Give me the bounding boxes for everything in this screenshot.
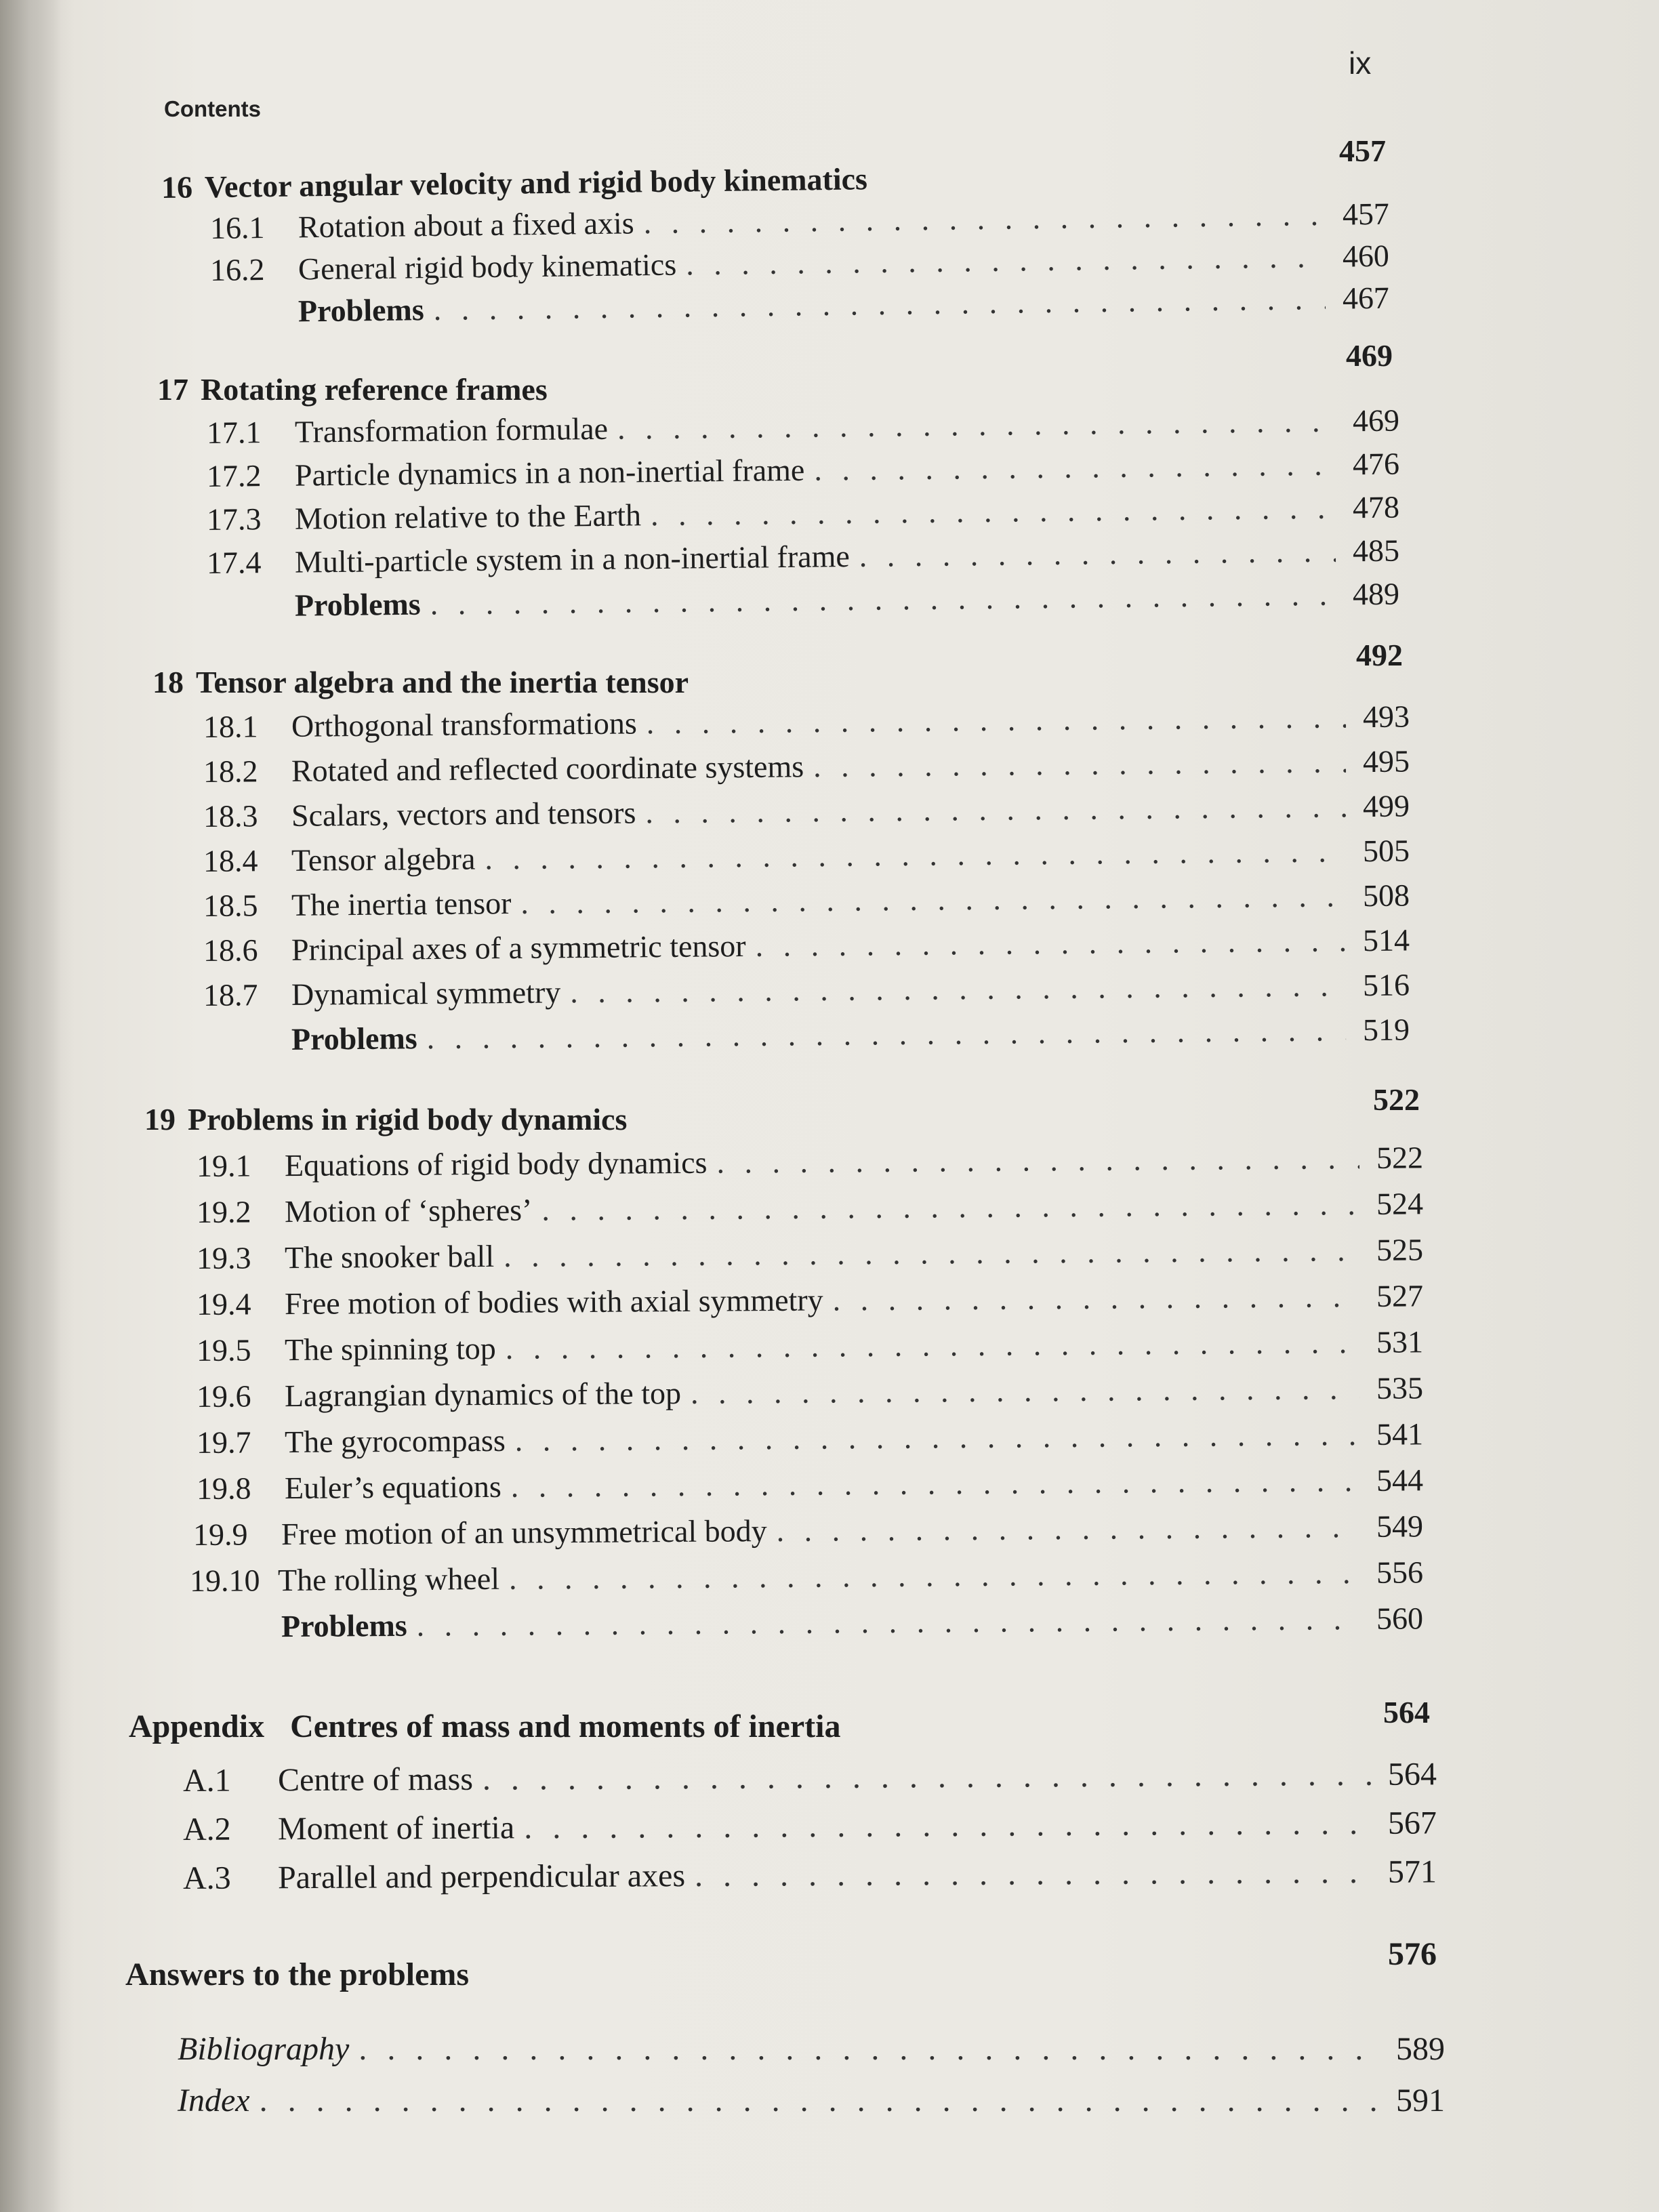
dot-leader	[691, 1370, 1359, 1411]
dot-leader	[755, 922, 1346, 964]
section-title: The gyrocompass	[284, 1422, 506, 1460]
section-number: 18.1	[203, 709, 258, 744]
section-title: Dynamical symmetry	[291, 975, 561, 1012]
section-page: 544	[1376, 1462, 1424, 1498]
section-title: Problems	[291, 1021, 417, 1057]
section-number: 18.4	[203, 843, 258, 878]
section-page: 524	[1376, 1186, 1424, 1221]
toc-entry[interactable]	[197, 1416, 1423, 1460]
section-title: The rolling wheel	[277, 1561, 500, 1598]
section-title: Lagrangian dynamics of the top	[284, 1376, 682, 1414]
section-page: 522	[1376, 1140, 1424, 1175]
dot-leader	[520, 878, 1346, 921]
running-header: Contents	[164, 96, 261, 121]
dot-leader	[416, 1601, 1359, 1643]
toc-entry[interactable]	[193, 1600, 1423, 1645]
section-page: 556	[1376, 1555, 1424, 1590]
section-page: 571	[1387, 1853, 1437, 1890]
section-number: 17.2	[206, 458, 262, 493]
dot-leader	[776, 1509, 1359, 1549]
section-number: A.1	[182, 1762, 231, 1799]
appendix-page: 564	[1383, 1695, 1430, 1729]
dot-leader	[515, 1416, 1360, 1458]
toc-entry[interactable]	[203, 966, 1410, 1013]
section-title: Free motion of bodies with axial symmetry	[284, 1282, 823, 1322]
dot-leader	[511, 1462, 1360, 1504]
page-number: ix	[1349, 45, 1372, 81]
appendix-label: Appendix	[129, 1708, 265, 1744]
dot-leader	[813, 743, 1346, 784]
section-title: Moment of inertia	[277, 1809, 515, 1847]
section-page: 525	[1376, 1232, 1424, 1267]
section-number: 19.3	[196, 1240, 251, 1275]
toc-entry[interactable]	[183, 1755, 1437, 1799]
section-page: 493	[1362, 699, 1410, 735]
section-number: 19.7	[196, 1425, 251, 1460]
answers-page: 576	[1388, 1936, 1437, 1972]
answers-heading[interactable]: Answers to the problems	[125, 1957, 470, 1992]
dot-leader	[426, 1012, 1346, 1056]
section-number: 19.4	[196, 1286, 251, 1322]
section-page: 499	[1362, 788, 1410, 824]
section-page: 514	[1362, 922, 1410, 958]
dot-leader	[504, 1232, 1359, 1274]
chapter-number: 17	[157, 372, 188, 407]
section-page: 527	[1376, 1278, 1424, 1313]
section-page: 535	[1376, 1370, 1424, 1406]
section-number: 19.8	[196, 1471, 251, 1506]
section-number: 18.7	[203, 977, 258, 1012]
section-number: 19.2	[196, 1194, 251, 1229]
back-matter-page: 589	[1396, 2031, 1445, 2067]
toc-entry[interactable]	[203, 1011, 1410, 1058]
toc-entry[interactable]	[197, 1277, 1423, 1322]
section-number	[210, 321, 298, 323]
section-number: 19.1	[196, 1148, 251, 1183]
toc-entry[interactable]	[207, 403, 1399, 451]
section-number: 19.10	[189, 1563, 260, 1598]
chapter-page: 522	[1373, 1082, 1420, 1117]
section-page: 476	[1352, 446, 1400, 482]
chapter-heading	[144, 1101, 627, 1137]
section-number: 18.6	[203, 933, 258, 968]
toc-entry[interactable]	[207, 489, 1399, 537]
dot-leader	[643, 197, 1326, 241]
section-page: 457	[1342, 196, 1390, 232]
section-title: Multi-particle system in a non-inertial frame	[294, 539, 851, 579]
dot-leader	[651, 490, 1336, 533]
appendix-heading	[129, 1708, 840, 1745]
section-title: Orthogonal transformations	[291, 705, 637, 743]
section-title: The inertia tensor	[291, 886, 512, 922]
dot-leader	[646, 699, 1346, 741]
chapter-number: 19	[144, 1102, 176, 1136]
toc-entry[interactable]	[197, 1462, 1423, 1507]
chapter-heading	[161, 161, 868, 205]
section-page: 541	[1376, 1416, 1424, 1452]
chapter-number: 18	[152, 665, 184, 699]
toc-entry[interactable]	[207, 533, 1399, 581]
dot-leader	[541, 1186, 1359, 1227]
section-page: 549	[1376, 1509, 1424, 1544]
section-title: Tensor algebra	[291, 841, 476, 878]
dot-leader	[509, 1555, 1359, 1597]
dot-leader	[485, 833, 1346, 876]
section-title: Problems	[281, 1607, 407, 1644]
dot-leader	[433, 281, 1326, 327]
chapter-page: 469	[1346, 338, 1393, 373]
section-title: The spinning top	[284, 1330, 496, 1368]
section-page: 564	[1387, 1756, 1437, 1793]
toc-entry[interactable]	[207, 576, 1399, 624]
section-title: Rotation about a fixed axis	[298, 205, 634, 245]
toc-entry[interactable]	[203, 922, 1410, 968]
chapter-page: 457	[1339, 134, 1386, 168]
section-page: 460	[1342, 238, 1390, 274]
section-number: 18.3	[203, 798, 258, 834]
toc-entry[interactable]	[178, 2030, 1445, 2068]
section-number: 16.2	[209, 252, 265, 287]
section-title: Equations of rigid body dynamics	[284, 1145, 708, 1183]
dot-leader	[859, 533, 1336, 574]
section-page: 567	[1387, 1805, 1437, 1841]
chapter-title: Vector angular velocity and rigid body kinematics	[204, 161, 868, 205]
back-matter-title: Index	[178, 2083, 250, 2118]
section-number: 19.5	[196, 1332, 251, 1368]
dot-leader	[506, 1324, 1360, 1366]
section-number: 17.1	[206, 415, 262, 450]
section-title: The snooker ball	[284, 1238, 495, 1275]
dot-leader	[645, 788, 1346, 830]
toc-entry[interactable]	[178, 2082, 1445, 2119]
section-title: Free motion of an unsymmetrical body	[281, 1513, 767, 1552]
toc-entry[interactable]	[197, 1185, 1423, 1230]
section-page: 485	[1352, 533, 1400, 569]
section-title: General rigid body kinematics	[298, 247, 677, 287]
section-title: Parallel and perpendicular axes	[277, 1858, 686, 1896]
toc-entry[interactable]	[193, 1508, 1423, 1553]
section-title: Transformation formulae	[294, 411, 609, 449]
section-page: 508	[1362, 878, 1410, 914]
chapter-number: 16	[161, 169, 193, 205]
dot-leader	[430, 577, 1336, 622]
chapter-heading	[152, 664, 689, 700]
toc-entry[interactable]	[197, 1324, 1423, 1368]
dot-leader	[686, 239, 1326, 283]
toc-entry[interactable]	[203, 743, 1410, 790]
section-title: Centre of mass	[277, 1761, 474, 1799]
section-page: 495	[1362, 743, 1410, 779]
back-matter-page: 591	[1396, 2083, 1445, 2118]
chapter-page: 492	[1356, 638, 1403, 672]
section-page: 467	[1342, 280, 1390, 316]
appendix-title: Centres of mass and moments of inertia	[290, 1708, 841, 1744]
chapter-title: Problems in rigid body dynamics	[188, 1102, 628, 1136]
toc-entry[interactable]	[190, 1554, 1423, 1599]
dot-leader	[814, 447, 1336, 488]
toc-entry[interactable]	[203, 787, 1410, 834]
section-title: Motion relative to the Earth	[294, 497, 642, 536]
section-number	[207, 616, 295, 617]
section-number: 18.5	[203, 888, 258, 923]
section-title: Motion of ‘spheres’	[284, 1192, 533, 1229]
section-page: 478	[1352, 489, 1400, 525]
section-number: 18.2	[203, 754, 258, 789]
back-matter-title: Bibliography	[178, 2031, 350, 2067]
dot-leader	[716, 1140, 1359, 1181]
section-title: Particle dynamics in a non-inertial frame	[294, 452, 805, 493]
section-page: 516	[1362, 967, 1410, 1003]
section-title: Problems	[294, 586, 421, 623]
toc-entry[interactable]	[207, 446, 1399, 494]
section-page: 469	[1352, 403, 1400, 438]
section-number: 19.6	[196, 1378, 251, 1414]
section-number: 19.9	[192, 1517, 248, 1552]
section-title: Euler’s equations	[284, 1469, 501, 1506]
toc-entry[interactable]	[203, 832, 1410, 879]
section-title: Rotated and reflected coordinate systems	[291, 749, 804, 788]
section-page: 505	[1362, 833, 1410, 869]
chapter-title: Rotating reference frames	[201, 372, 548, 407]
section-page: 560	[1376, 1601, 1424, 1636]
dot-leader	[260, 2082, 1381, 2119]
section-title: Principal axes of a symmetric tensor	[291, 928, 746, 967]
section-number: A.3	[182, 1860, 231, 1896]
toc-entry[interactable]	[210, 238, 1390, 288]
toc-entry[interactable]	[183, 1853, 1437, 1897]
dot-leader	[617, 403, 1336, 447]
toc-entry[interactable]	[197, 1370, 1423, 1414]
section-number: 17.3	[206, 501, 262, 537]
dot-leader	[695, 1853, 1373, 1894]
toc-entry[interactable]	[197, 1139, 1423, 1184]
toc-entry[interactable]	[203, 698, 1410, 745]
section-title: Problems	[298, 292, 424, 329]
dot-leader	[524, 1805, 1373, 1847]
toc-entry[interactable]	[183, 1804, 1437, 1848]
section-page: 531	[1376, 1324, 1424, 1359]
dot-leader	[483, 1756, 1373, 1798]
chapter-heading	[157, 371, 548, 407]
section-page: 519	[1362, 1012, 1410, 1048]
toc-entry[interactable]	[210, 280, 1390, 330]
toc-entry[interactable]	[210, 196, 1390, 246]
section-title: Scalars, vectors and tensors	[291, 795, 636, 833]
dot-leader	[359, 2030, 1381, 2068]
section-number: 16.1	[209, 210, 265, 245]
toc-entry[interactable]	[203, 877, 1410, 924]
toc-entry[interactable]	[197, 1231, 1423, 1276]
chapter-title: Tensor algebra and the inertia tensor	[196, 665, 689, 699]
dot-leader	[832, 1278, 1359, 1317]
dot-leader	[570, 967, 1346, 1010]
section-page: 489	[1352, 576, 1400, 612]
section-number: A.2	[182, 1811, 231, 1847]
section-number: 17.4	[206, 545, 262, 580]
